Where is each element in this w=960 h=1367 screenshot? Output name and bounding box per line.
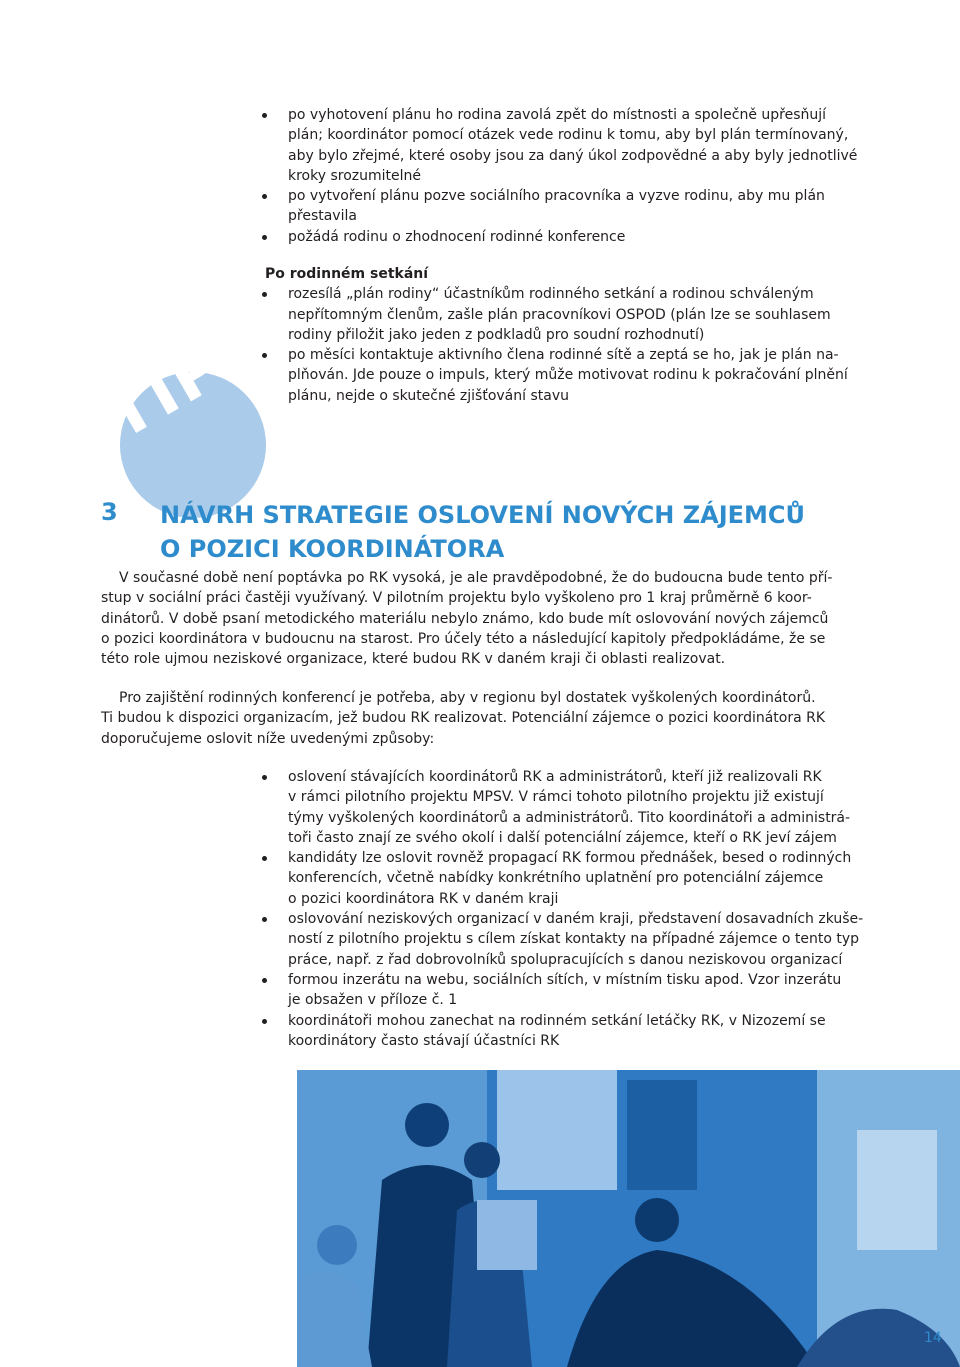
top-bullet-list (288, 105, 888, 247)
recruitment-paragraph: Pro zajištění rodinných konferencí je potřeba, aby v regionu byl dostatek vyškolených koordinátorů. Ti budou k dispozici organizacím, jež budou RK realizovat. Potenciální zájemce o pozici koordinátora RK doporučujeme oslovit níže uvedenými způsoby: (101, 690, 826, 747)
list-item: oslovování neziskových organizací v daném kraji, představení dosavadních zkuše- ností z pilotního projektu s cílem získat kontakty na případné zájemce o tento typ práce, např. z řad dobrovolníků spolupracujících s danou neziskovou organizací (288, 909, 888, 970)
list-item: požádá rodinu o zhodnocení rodinné konference (288, 227, 888, 247)
after-meeting-heading: Po rodinném setkání (265, 266, 429, 282)
list-item: po vytvoření plánu pozve sociálního pracovníka a vyzve rodinu, aby mu plán přestavila (288, 186, 888, 227)
list-item: koordinátoři mohou zanechat na rodinném setkání letáčky RK, v Nizozemí se koordinátory často stávají účastníci RK (288, 1011, 888, 1052)
ways-bullet-list (288, 767, 888, 1051)
intro-paragraph: V současné době není poptávka po RK vysoká, je ale pravděpodobné, že do budoucna bude tento pří- stup v sociální práci častěji využívaný. V pilotním projektu bylo vyškoleno pro 1 kraj průměrně 6 koor- dinátorů. V době psaní metodického materiálu nebylo známo, kdo bude mít oslovování nových zájemců o pozici koordinátora v budoucnu na starost. Pro účely této a následující kapitoly předpokládáme, že se této role ujmou neziskové organizace, které budou RK v daném kraji či oblasti realizovat. (101, 570, 833, 668)
after-meeting-section (265, 264, 885, 406)
list-item: formou inzerátu na webu, sociálních sítích, v místním tisku apod. Vzor inzerátu je obsažen v příloze č. 1 (288, 970, 888, 1011)
tip-label: TIP (91, 326, 238, 455)
family-meeting-photo (297, 1070, 960, 1367)
page-number: 14 (924, 1330, 942, 1346)
list-item: po vyhotovení plánu ho rodina zavolá zpět do místnosti a společně upřesňují plán; koordinátor pomocí otázek vede rodinu k tomu, aby byl plán termínovaný, aby bylo zřejmé, které osoby jsou za daný úkol zodpovědné a aby byly jednotlivé kroky srozumitelné (288, 105, 888, 186)
list-item: kandidáty lze oslovit rovněž propagací RK formou přednášek, besed o rodinných konferencích, včetně nabídky konkrétního uplatnění pro potenciální zájemce o pozici koordinátora RK v daném kraji (288, 848, 888, 909)
list-item: po měsíci kontaktuje aktivního člena rodinné sítě a zeptá se ho, jak je plán na- plňován. Jde pouze o impuls, který může motivovat rodinu k pokračování plnění plánu, nejde o skutečné zjišťování stavu (288, 345, 885, 406)
photo-illustration (297, 1070, 960, 1367)
section-title: NÁVRH STRATEGIE OSLOVENÍ NOVÝCH ZÁJEMCŮ O POZICI KOORDINÁTORA (160, 501, 806, 563)
list-item: rozesílá „plán rodiny“ účastníkům rodinného setkání a rodinou schváleným nepřítomným členům, zašle plán pracovníkovi OSPOD (plán lze se souhlasem rodiny přiložit jako jeden z podkladů pro soudní rozhodnutí) (288, 284, 885, 345)
list-item: oslovení stávajících koordinátorů RK a administrátorů, kteří již realizovali RK v rámci pilotního projektu MPSV. V rámci tohoto pilotního projektu již existují týmy vyškolených koordinátorů a administrátorů. Tito koordinátoři a administrá- toři často znají ze svého okolí i další potenciální zájemce, kteří o RK jeví zájem (288, 767, 888, 848)
section-number: 3 (101, 498, 118, 526)
